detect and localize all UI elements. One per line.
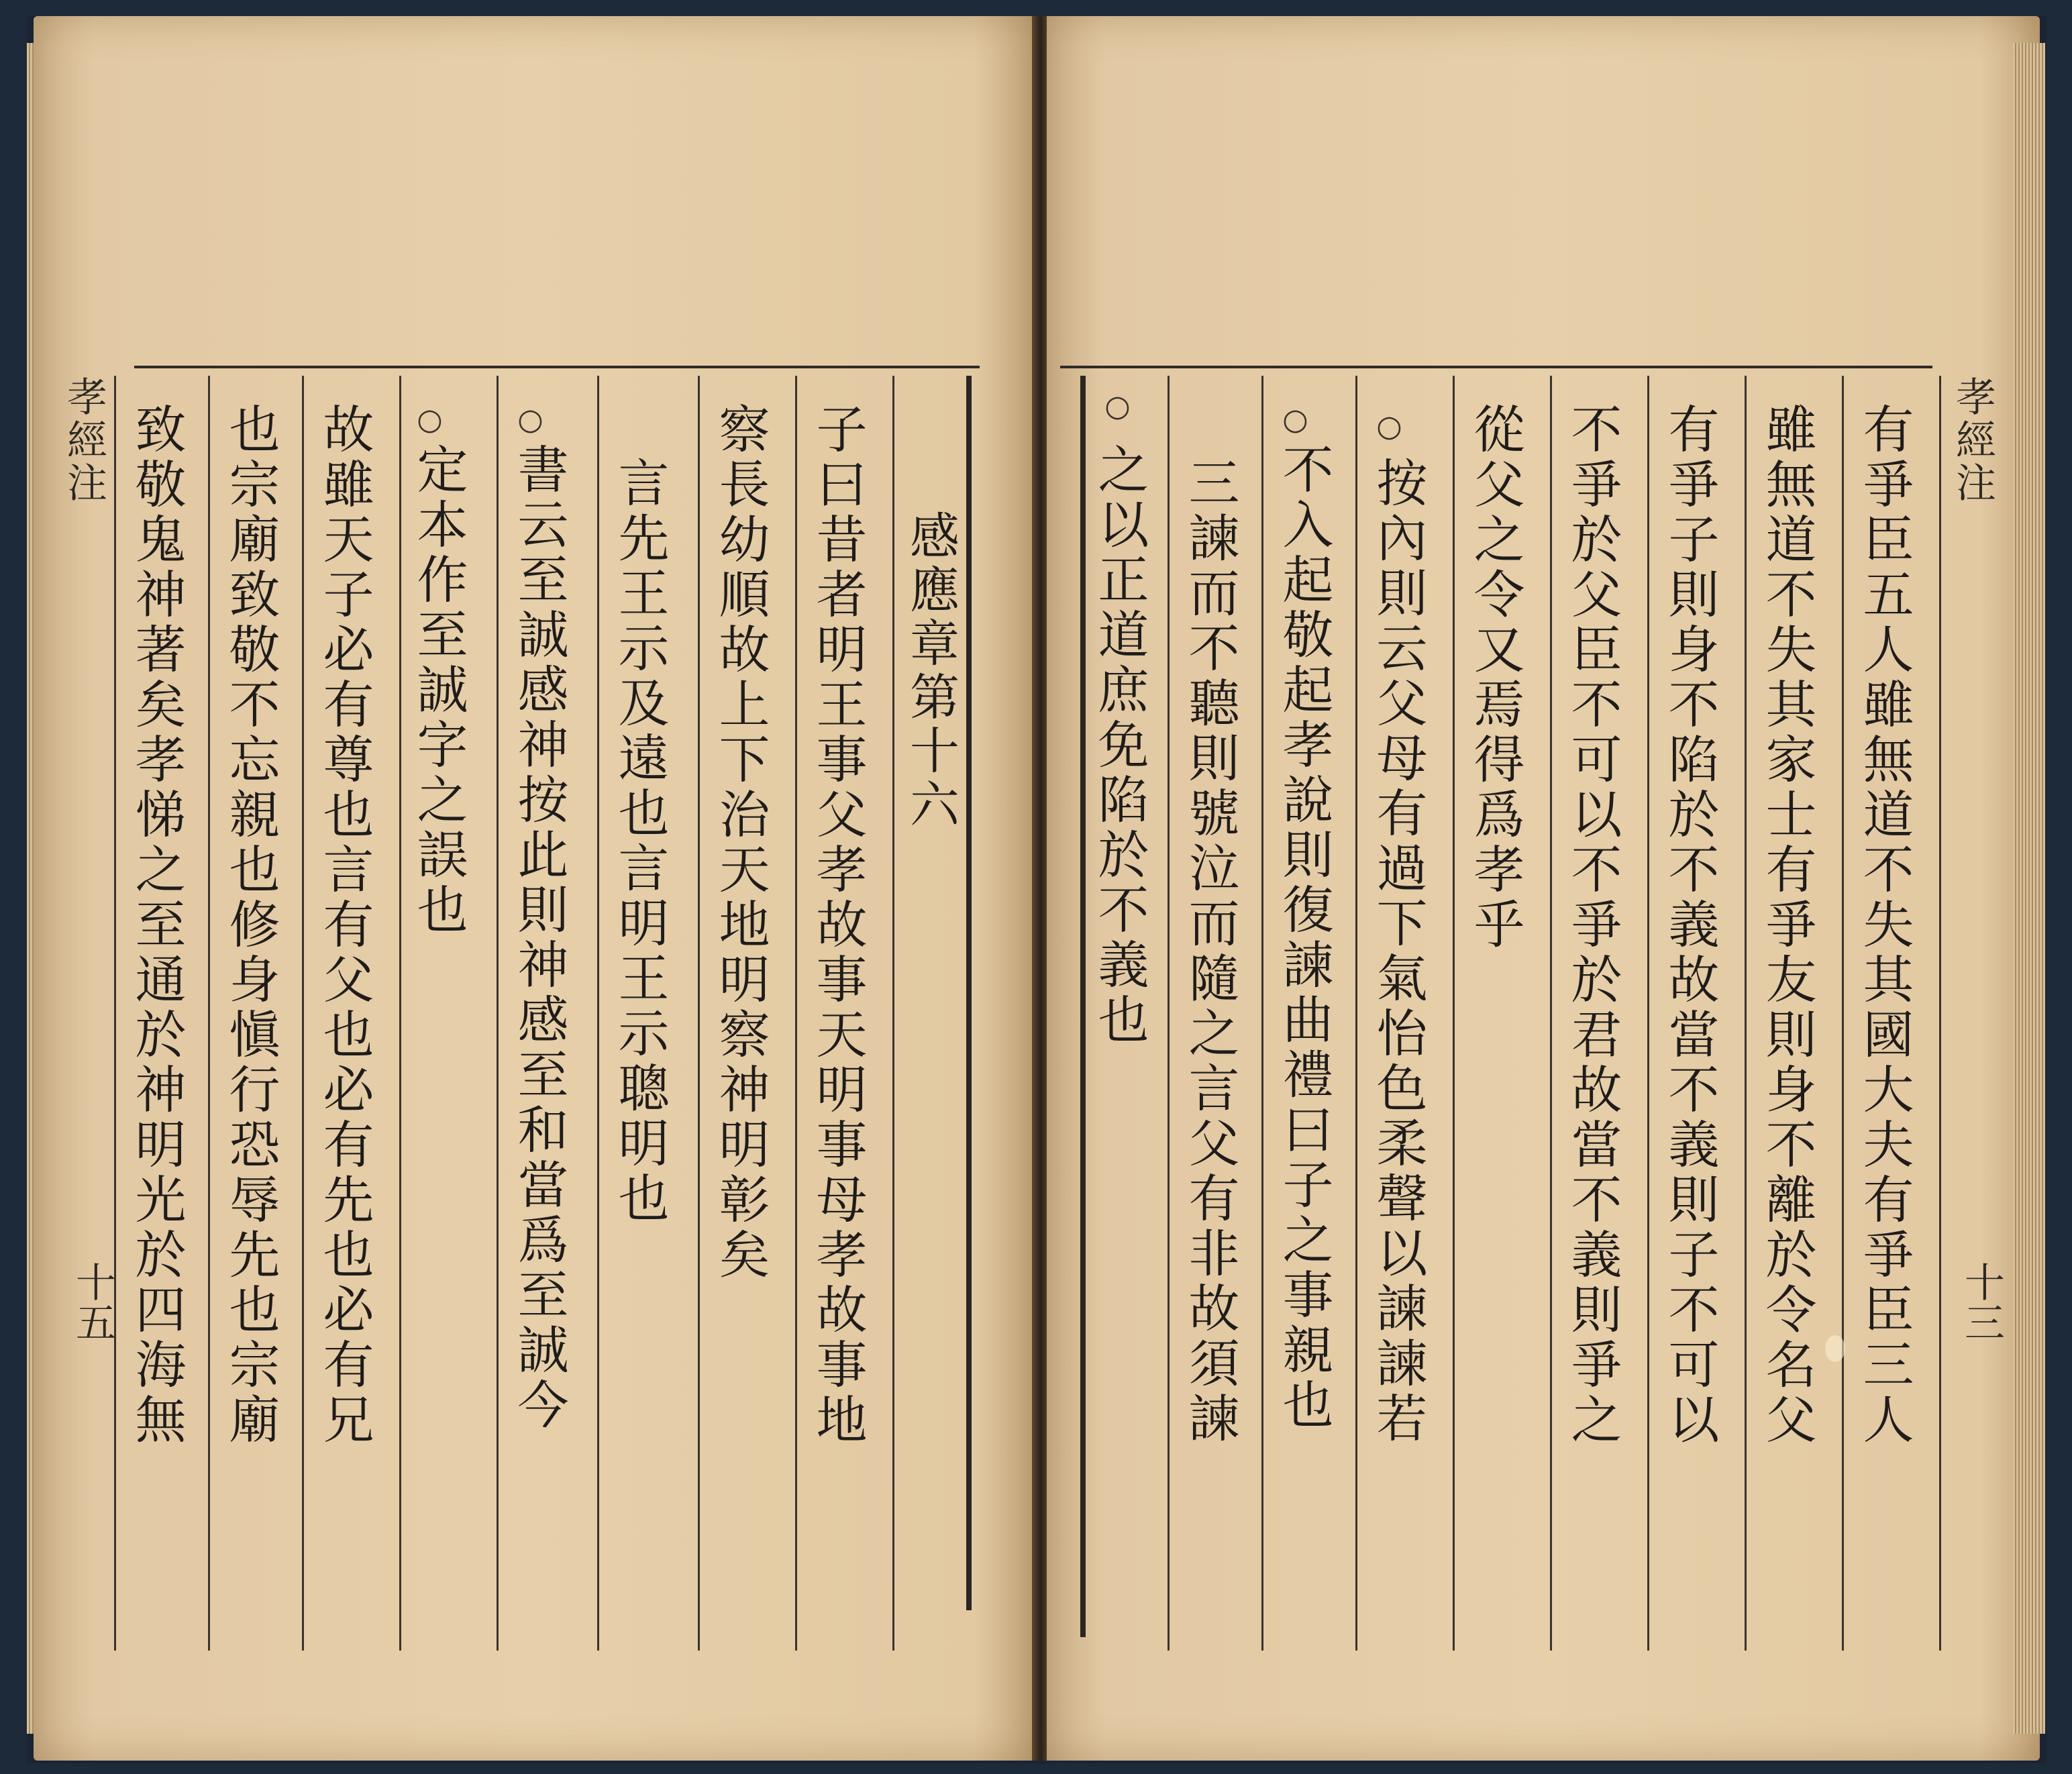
- spine-label: 孝經注: [60, 376, 107, 505]
- column-rule: [302, 376, 304, 1651]
- section-mark: ○: [1372, 409, 1406, 444]
- text-column: 致敬鬼神著矣孝悌之至通於神明光於四海無: [127, 403, 187, 1448]
- text-column: 之以正道庶免陷於不義也: [1090, 443, 1149, 1048]
- column-rule: [795, 376, 797, 1651]
- text-column: 三諫而不聽則號泣而隨之言父有非故須諫: [1180, 456, 1240, 1447]
- column-rule: [1261, 376, 1263, 1651]
- text-column: 察長幼順故上下治天地明察神明彰矣: [711, 403, 770, 1283]
- column-rule: [1745, 376, 1747, 1651]
- section-mark: ○: [1278, 403, 1312, 437]
- column-rule: [1168, 376, 1170, 1651]
- paper-stain: [1825, 1335, 1845, 1362]
- page-number: 十三: [1958, 1261, 2005, 1342]
- section-mark: ○: [413, 403, 447, 437]
- text-column: 不入起敬起孝說則復諫曲禮曰子之事親也: [1274, 443, 1334, 1433]
- column-rule: [1939, 376, 1941, 1651]
- column-rule: [1453, 376, 1455, 1651]
- column-rule: [497, 376, 499, 1651]
- column-rule: [399, 376, 401, 1651]
- column-rule: [698, 376, 700, 1651]
- text-column: 有爭子則身不陷於不義故當不義則子不可以: [1660, 403, 1720, 1448]
- text-column: 從父之令又焉得爲孝乎: [1465, 403, 1525, 953]
- right-frame-rule: [1080, 376, 1086, 1637]
- chapter-title: 感應章第十六: [902, 510, 960, 832]
- text-column: 子曰昔者明王事父孝故事天明事母孝故事地: [808, 403, 868, 1448]
- section-mark: ○: [513, 403, 548, 437]
- column-rule: [1647, 376, 1649, 1651]
- column-rule: [597, 376, 599, 1651]
- column-rule: [892, 376, 894, 1651]
- column-rule: [1550, 376, 1552, 1651]
- spine-label: 孝經注: [1949, 376, 1996, 505]
- section-mark: ○: [1100, 389, 1135, 423]
- text-column: 故雖天子必有尊也言有父也必有先也必有兄: [315, 403, 374, 1448]
- text-column: 也宗廟致敬不忘親也修身愼行恐辱先也宗廟: [221, 403, 280, 1448]
- text-column: 雖無道不失其家士有爭友則身不離於令名父: [1757, 403, 1817, 1448]
- text-column: 書云至誠感神按此則神感至和當爲至誠今: [509, 443, 569, 1433]
- page-edges-right: [2013, 43, 2045, 1734]
- text-column: 不爭於父臣不可以不爭於君故當不義則爭之: [1563, 403, 1622, 1448]
- text-column: 定本作至誠字之誤也: [409, 443, 468, 938]
- text-column: 按內則云父母有過下氣怡色柔聲以諫諫若: [1368, 456, 1428, 1447]
- column-rule: [114, 376, 116, 1651]
- text-column: 言先王示及遠也言明王示聰明也: [610, 456, 670, 1227]
- column-rule: [1355, 376, 1357, 1651]
- left-frame-rule: [966, 376, 972, 1610]
- column-rule: [208, 376, 210, 1651]
- column-rule: [1842, 376, 1844, 1651]
- page-number: 十五: [69, 1261, 116, 1342]
- text-column: 有爭臣五人雖無道不失其國大夫有爭臣三人: [1855, 403, 1914, 1448]
